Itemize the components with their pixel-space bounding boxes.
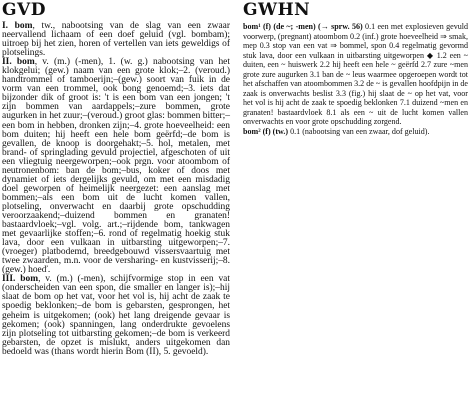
gwhn-entry-2 xyxy=(243,127,468,137)
gwhn-entry-1 xyxy=(243,22,468,127)
gwhn-column xyxy=(243,0,468,137)
gvd-sense-2 xyxy=(2,58,230,275)
sense-label: II. bom xyxy=(2,57,35,68)
sense-label: I. bom xyxy=(2,21,33,31)
sense-text: , tw., nabootsing van de slag van een zwaar neervallend lichaam of een doef geluid (vgl. bombam); uitroep bij het zien, horen of vertellen van iets geweldigs of plotselings. xyxy=(2,21,230,59)
gvd-sense-3 xyxy=(2,275,230,356)
sense-text: , v. (m.) (-men), 1. (w. g.) nabootsing van het klokgelui; (gew.) naam van een grote klok;–2. (veroud.) handtrommel of tamboerijn;–(gew.) soort van fuik in de vorm van een trommel, ook bong genoemd;–3. iets dat bijzonder dik of groot is: 't is een bom van een jongen; 't zijn bommen van aardappels;–zure bommen, grote augurken in het zuur;–(veroud.) groot glas: bommen bitter;–een bom in hebben, dronken zijn;–4. grote hoeveelheid: een bom duiten; hij heeft een hele bom geërfd;–de bom is gevallen, de knoop is doorgehakt;–5. hol, metalen, met brand- of springlading gevuld projectiel, afgeschoten of uit een vliegtuig neergeworpen;–ook prgn. voor atoombom of neutronenbom: ban de bom;–bus, koker of doos met dynamiet of iets dergelijks gevuld, om met een misdadig doel geworpen of heimelijk neergezet: een aanslag met bommen;–als een bom uit de lucht komen vallen, plotseling, onverwacht en daarbij grote opschudding veroorzaakend;–duizend bommen en granaten! bastaardvloek;–vgl. volg. art.;–rijdende bom, tankwagen met gevaarlijke stoffen;–6. rond of regelmatig hoekig stuk lava, door een vulkaan in uitbarsting uitgeworpen;–7. (vroeger) platbodemd, breedgebouwd vissersvaartuig met twee zwaarden, m.n. voor de versharing- en kustvisserij;–8. (gew.) hoeď. xyxy=(2,57,230,276)
entry-head: bom² (f) (tw.) xyxy=(243,127,289,137)
entry-text: 0.1 (nabootsing van een zwaar, dof geluid). xyxy=(290,127,430,137)
gwhn-entry xyxy=(243,22,468,137)
entry-text: 0.1 een met explosieven gevuld voorwerp, (pregnant) atoombom 0.2 (inf.) grote hoeveelheid ⇒ smak, mep 0.3 stop van een vat ⇒ bommel, spon 0.4 regelmatig gevormd stuk lava, door een vulkaan in uitbarsting uitgeworpen ◆ 1.2 een ~ duiten, een ~ huiswerk 2.2 hij heeft een hele ~ geërfd 2.7 zure ~men grote zure augurken 3.1 ban de ~ leus waarmee opgeroepen wordt tot het afschaffen van atoombommen 3.2 de ~ is gevallen hoofdpijn in de zaak is onverwachts beslist 3.3 (fig.) hij slaat de ~ op het vat, voor het vol is hij acht de zaak te spoedig beklonken 7.1 duizend ~men en granaten! bastaardvloek 8.1 als een ~ uit de lucht komen vallen onverwachts en voor grote opschudding zorgend. xyxy=(243,22,469,127)
gvd-heading: GVD xyxy=(2,0,46,20)
gwhn-heading: GWHN xyxy=(243,0,311,20)
entry-head: bom¹ (f) (de ~; -men) (→ sprw. 56) xyxy=(243,22,363,31)
gvd-sense-1 xyxy=(2,22,230,58)
gvd-entry xyxy=(2,22,230,357)
sense-text: , v. (m.) (-men), schijfvormige stop in een vat (onderscheiden van een spon, die smaller en langer is);–hij slaat de bom op het vat, voor het vol is, hij acht de zaak te spoedig beklonken;–de bom is gebarsten, gesprongen, het geheim is uitgekomen; (ook) het lang dreigende gevaar is gekomen; (ook) spanningen, lang onderdrukte gevoelens zijn plotseling tot uitbarsting gekomen;–de bom is verkeerd gebarsten, de opzet is mislukt, anders uitgekomen dan bedoeld was (thans wordt hierin Bom (II), 5. gevoeld). xyxy=(2,274,230,357)
sense-label: III. bom xyxy=(2,274,39,285)
gvd-column xyxy=(2,0,230,357)
